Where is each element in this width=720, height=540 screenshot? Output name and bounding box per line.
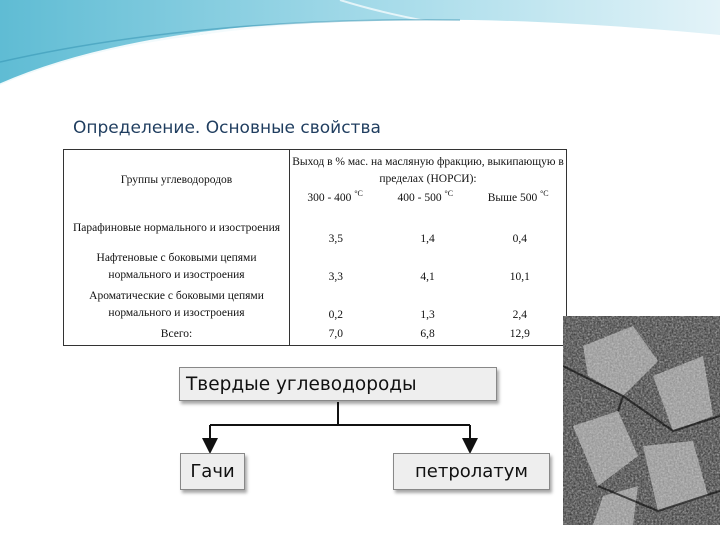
table-cell-value: 0,4 xyxy=(474,210,567,248)
table-cell-value: 10,1 xyxy=(474,248,567,286)
table-cell-value: 4,1 xyxy=(420,271,435,284)
node-gachi: Гачи xyxy=(180,453,245,490)
table-row xyxy=(64,248,567,286)
column-header-yield xyxy=(290,150,567,210)
table-cell-group: Ароматические с боковыми цепями нормального и изостроения xyxy=(64,286,290,324)
node-petrolatum: петролатум xyxy=(393,453,550,490)
table-cell-value: 7,0 xyxy=(290,324,382,346)
table-cell-value: 0,2 xyxy=(328,309,343,322)
yield-header-text: Выход в % мас. на масляную фракцию, выкипающую в пределах (НОРСИ): xyxy=(292,155,564,185)
table-cell-value: 12,9 xyxy=(474,324,567,346)
decorative-banner xyxy=(0,0,720,95)
slide-title: Определение. Основные свойства xyxy=(73,118,381,138)
range-header: 300 - 400 $^{^\circ C}$ xyxy=(307,189,363,204)
node-solid-hydrocarbons: Твердые углеводороды xyxy=(179,367,497,401)
table-cell-value: 1,3 xyxy=(420,309,435,322)
table-cell-group: Парафиновые нормального и изостроения xyxy=(64,210,290,248)
properties-table xyxy=(63,149,567,346)
column-header-groups: Группы углеводородов xyxy=(64,150,290,210)
table-cell-value: 1,4 xyxy=(420,233,435,246)
range-header: Выше 500 $^{^\circ C}$ xyxy=(487,189,549,204)
table-cell-group: Всего: xyxy=(64,324,290,346)
table-cell-value: 3,3 xyxy=(328,271,343,284)
table-header-row xyxy=(64,150,567,210)
table-row xyxy=(64,286,567,324)
range-header: 400 - 500 $^{^\circ C}$ xyxy=(397,189,454,204)
table-cell-group: Нафтеновые с боковыми цепями нормального и изостроения xyxy=(64,248,290,286)
table-cell-value: 3,5 xyxy=(328,233,343,246)
table-row-total xyxy=(64,324,567,346)
crystals-photo xyxy=(563,316,720,525)
range-headers xyxy=(290,188,566,206)
table-cell-value: 6,8 xyxy=(382,324,474,346)
table-cell-value: 2,4 xyxy=(474,286,567,324)
table-row xyxy=(64,210,567,248)
